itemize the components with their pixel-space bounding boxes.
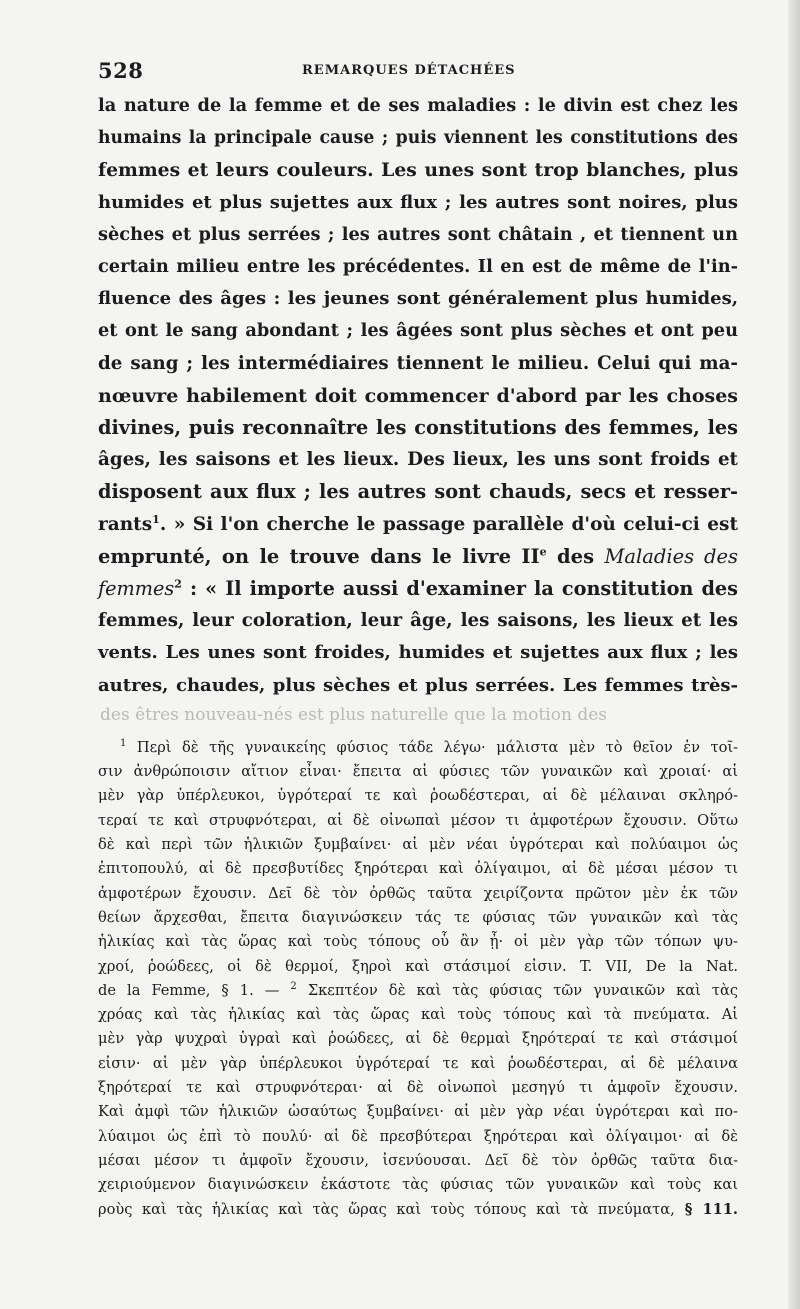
running-title: REMARQUES DÉTACHÉES (302, 63, 516, 78)
footnote-line: Καὶ ἀμφὶ τῶν ἡλικιῶν ὡσαύτως ξυμβαίνει· αἱ μὲν γὰρ νέαι ὑγρότεραι καὶ πο- (98, 1103, 738, 1121)
text-line (98, 573, 738, 605)
footnote-line (98, 1198, 738, 1222)
text-line: la nature de la femme et de ses maladies : le divin est chez les (98, 95, 738, 116)
footnote-line: λύαιμοι ὡς ἐπὶ τὸ πουλύ· αἱ δὲ πρεσβύτεραι ξηρότεραι καὶ ὀλίγαιμοι· αἱ δὲ (98, 1127, 738, 1145)
book-page (98, 58, 738, 1222)
footnote-line: ξηρότεραί τε καὶ στρυφνότεραι· αἱ δὲ οἰνωποὶ μεσηγύ τι ἀμφοῖν ἔχουσιν. (98, 1079, 738, 1097)
footnote-line: ἡλικίας καὶ τὰς ὥρας καὶ τοὺς τόπους οὗ ἂν ᾖ· οἱ μὲν γὰρ τῶν τόπων ψυ- (98, 933, 738, 951)
book-title-italic: Maladies des (604, 544, 738, 568)
page-number: 528 (98, 58, 144, 83)
footnote-ref: 1 (152, 512, 160, 526)
footnote-line: ἐπιτοπουλύ, αἱ δὲ πρεσβυτίδες ξηρότεραι καὶ ὀλίγαιμοι, αἱ δὲ μέσαι μέσον τι (98, 860, 738, 878)
footnote-line: εἰσιν· αἱ μὲν γὰρ ὑπέρλευκοι ὑγρότεραί τε καὶ ῥοωδέστεραι, αἱ δὲ μέλαινα (98, 1054, 738, 1072)
footnote-line: χειριούμενον διαγινώσκειν ἑκάστοτε τὰς φύσιας τῶν γυναικῶν καὶ τοὺς και (98, 1176, 738, 1194)
text-fragment: ροὺς καὶ τὰς ἡλικίας καὶ τὰς ὥρας καὶ τοὺς τόπους καὶ τὰ πνεύματα, (98, 1200, 675, 1218)
section-reference: § 111. (674, 1200, 738, 1218)
footnote-line: τεραί τε καὶ στρυφνότεραι, αἱ δὲ οἰνωπαὶ μέσον τι ἀμφοτέρων ἔχουσιν. Οὕτω (98, 811, 738, 829)
text-fragment: des (546, 544, 605, 568)
footnotes (98, 736, 738, 1222)
bleed-through-text: des êtres nouveau-nés est plus naturelle que la motion des (100, 705, 607, 724)
text-line: nœuvre habilement doit commencer d'abord par les choses (98, 384, 738, 407)
text-line: femmes et leurs couleurs. Les unes sont trop blanches, plus (98, 159, 739, 182)
text-line: et ont le sang abondant ; les âgées sont plus sèches et ont peu (98, 320, 738, 342)
text-line (98, 541, 738, 573)
text-line: fluence des âges : les jeunes sont généralement plus humides, (98, 288, 738, 310)
text-fragment: . » Si l'on cherche le passage parallèle d'où celui-ci est (159, 513, 738, 535)
text-line: femmes, leur coloration, leur âge, les saisons, les lieux et les (98, 610, 738, 632)
footnote-line: χρόας καὶ τὰς ἡλικίας καὶ τὰς ὥρας καὶ τοὺς τόπους καὶ τὰ πνεύματα. Αἱ (98, 1006, 738, 1024)
text-line: autres, chaudes, plus sèches et plus serrées. Les femmes très- (98, 674, 738, 696)
footnote-line: χροί, ῥοώδεες, οἱ δὲ θερμοί, ξηροὶ καὶ στάσιμοί εἰσιν. T. VII, De la Nat. (98, 957, 738, 975)
text-fragment: de la Femme, § 1. — (98, 981, 291, 999)
footnote-line: σιν ἀνθρώποισιν αἴτιον εἶναι· ἔπειτα αἱ φύσιες τῶν γυναικῶν καὶ χροιαί· αἱ (98, 763, 738, 781)
footnote-line (98, 736, 738, 760)
page-edge-shadow (788, 0, 800, 1309)
footnote-line: δὲ καὶ περὶ τῶν ἡλικιῶν ξυμβαίνει· αἱ μὲν νέαι ὑγρότεραι καὶ πολύαιμοι ὡς (98, 836, 738, 854)
text-fragment: Περὶ δὲ τῆς γυναικείης φύσιος τάδε λέγω· μάλιστα μὲν τὸ θεῖον ἐν τοῖ- (136, 738, 739, 756)
text-line: humides et plus sujettes aux flux ; les autres sont noires, plus (98, 191, 738, 213)
text-line: de sang ; les intermédiaires tiennent le milieu. Celui qui ma- (98, 352, 738, 374)
text-fragment: : « Il importe aussi d'examiner la constitution des (181, 577, 738, 601)
footnote-line: μέσαι μέσον τι ἀμφοῖν ἔχουσιν, ἰσενύουσαι. Δεῖ δὲ τὸν ὀρθῶς ταῦτα δια- (98, 1151, 738, 1169)
text-line: disposent aux flux ; les autres sont chauds, secs et resser- (98, 480, 738, 504)
book-title-italic: femmes (98, 577, 175, 601)
text-line: humains la principale cause ; puis viennent les constitutions des (98, 128, 738, 149)
footnote-line (98, 979, 738, 1003)
superscript: e (539, 545, 547, 559)
text-line (98, 509, 738, 541)
page-header (98, 58, 738, 90)
text-line: certain milieu entre les précédentes. Il en est de même de l'in- (98, 256, 738, 278)
footnote-marker: 2 (290, 980, 297, 992)
footnote-line: μὲν γὰρ ψυχραὶ ὑγραὶ καὶ ῥοώδεες, αἱ δὲ θερμαὶ ξηρότεραί τε καὶ στάσιμοί (98, 1030, 738, 1048)
footnote-line: ἀμφοτέρων ἔχουσιν. Δεῖ δὲ τὸν ὀρθῶς ταῦτα χειρίζοντα πρῶτον μὲν ἐκ τῶν (98, 884, 738, 902)
text-line: divines, puis reconnaître les constitutions des femmes, les (98, 416, 738, 440)
main-text (98, 90, 738, 702)
text-fragment: rants (98, 513, 153, 535)
footnote-marker: 1 (120, 738, 127, 749)
footnote-ref: 2 (174, 577, 182, 591)
text-fragment: Σκεπτέον δὲ καὶ τὰς φύσιας τῶν γυναικῶν καὶ τὰς (296, 981, 738, 999)
text-line: sèches et plus serrées ; les autres sont châtain , et tiennent un (98, 223, 738, 245)
footnote-line: θείων ἄρχεσθαι, ἔπειτα διαγινώσκειν τάς τε φύσιας τῶν γυναικῶν καὶ τὰς (98, 908, 738, 926)
text-line: vents. Les unes sont froides, humides et sujettes aux flux ; les (98, 642, 738, 664)
text-fragment: emprunté, on le trouve dans le livre II (98, 544, 540, 568)
footnote-line: μὲν γὰρ ὑπέρλευκοι, ὑγρότεραί τε καὶ ῥοωδέστεραι, αἱ δὲ μέλαιναι σκληρό- (98, 787, 738, 805)
text-line: âges, les saisons et les lieux. Des lieux, les uns sont froids et (98, 449, 738, 471)
